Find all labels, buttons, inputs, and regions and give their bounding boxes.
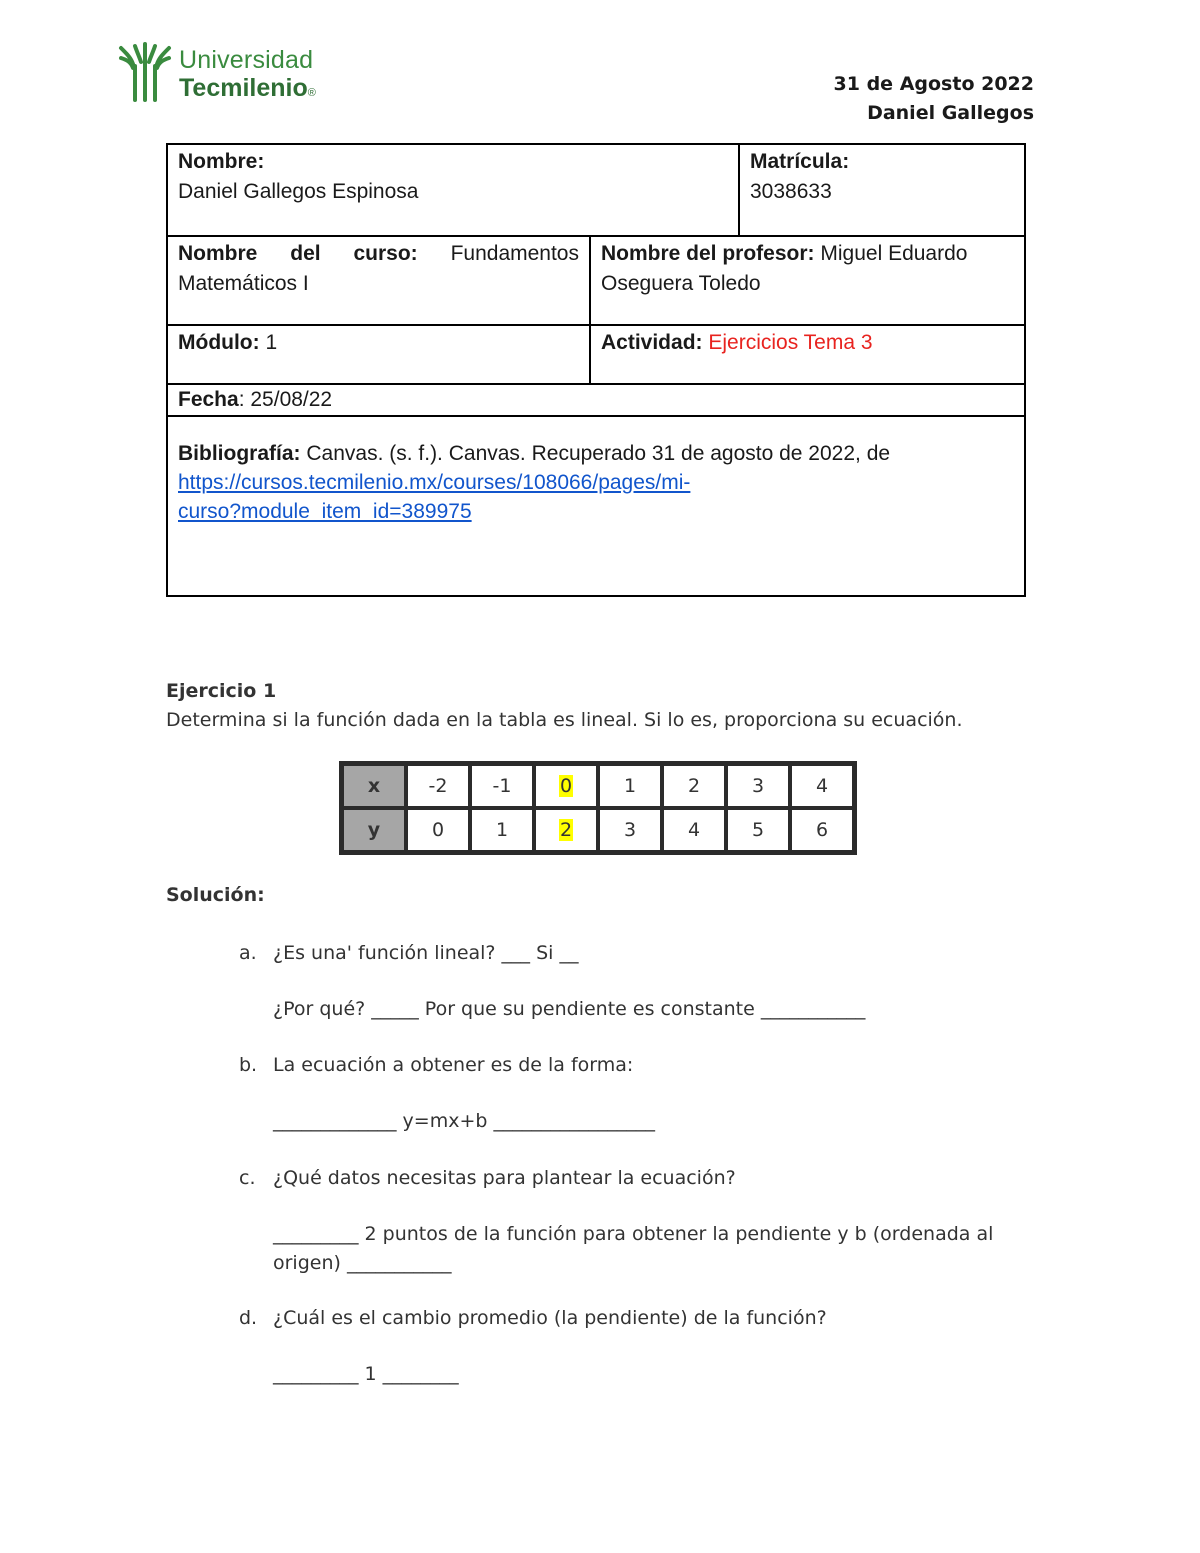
x-cell (534, 764, 598, 808)
x-cell: 3 (726, 764, 790, 808)
nombre-cell (168, 145, 738, 235)
profesor-cell (589, 237, 1024, 324)
matricula-value: 3038633 (750, 180, 832, 203)
actividad-value: Ejercicios Tema 3 (708, 331, 873, 354)
info-row-2 (168, 237, 1024, 326)
tecmilenio-leaf-icon (117, 42, 173, 104)
modulo-value: 1 (265, 331, 278, 354)
curso-label: Nombre del curso: (178, 242, 418, 265)
header-meta (834, 70, 1034, 128)
y-header: y (342, 808, 406, 852)
curso-value: Fundamentos Matemáticos I (178, 242, 579, 295)
answer-d-text: _________ 1 ________ (273, 1363, 459, 1385)
info-row-1 (168, 145, 1024, 237)
curso-cell (168, 237, 589, 324)
matricula-cell (738, 145, 1024, 235)
info-table (166, 143, 1026, 597)
logo-line2: Tecmilenio® (179, 74, 316, 102)
fecha-label: Fecha (178, 388, 239, 411)
nombre-value: Daniel Gallegos Espinosa (178, 180, 419, 203)
actividad-label: Actividad: (601, 331, 703, 354)
y-cell: 5 (726, 808, 790, 852)
question-a-text: ¿Es una' función lineal? ___ Si __ (273, 942, 579, 964)
y-cell: 0 (406, 808, 470, 852)
header-date: 31 de Agosto 2022 (833, 73, 1034, 95)
question-d-text: ¿Cuál es el cambio promedio (la pendiente) de la función? (273, 1307, 827, 1329)
x-cell: 1 (598, 764, 662, 808)
y-cell: 3 (598, 808, 662, 852)
y-cell: 1 (470, 808, 534, 852)
x-cell: -1 (470, 764, 534, 808)
info-row-3 (168, 326, 1024, 385)
x-cell: 2 (662, 764, 726, 808)
answer-a-text: ¿Por qué? _____ Por que su pendiente es constante ___________ (273, 998, 866, 1020)
nombre-label: Nombre: (178, 150, 265, 173)
solution-title: Solución: (166, 884, 265, 906)
profesor-label: Nombre del profesor: (601, 242, 815, 265)
answer-c-text: _________ 2 puntos de la función para obtener la pendiente y b (ordenada al origen) ___________ (273, 1223, 994, 1274)
question-b-label: b. (239, 1054, 258, 1076)
values-table (339, 761, 857, 855)
question-c-text: ¿Qué datos necesitas para plantear la ecuación? (273, 1167, 736, 1189)
bibliografia-cell (168, 417, 1024, 595)
bibliografia-link-2[interactable]: curso?module_item_id=389975 (178, 500, 472, 523)
question-b-text: La ecuación a obtener es de la forma: (273, 1054, 634, 1076)
x-cell: 4 (790, 764, 854, 808)
header-author: Daniel Gallegos (867, 102, 1034, 124)
y-cell: 4 (662, 808, 726, 852)
matricula-label: Matrícula: (750, 150, 850, 173)
question-c-label: c. (239, 1167, 256, 1189)
bibliografia-link-1[interactable]: https://cursos.tecmilenio.mx/courses/108066/pages/mi- (178, 471, 691, 494)
question-a-label: a. (239, 942, 257, 964)
modulo-cell (168, 326, 589, 383)
y-cell (534, 808, 598, 852)
fecha-cell (168, 385, 1024, 415)
info-row-5 (168, 417, 1024, 595)
profesor-value: Miguel Eduardo Oseguera Toledo (601, 242, 968, 295)
x-cell: -2 (406, 764, 470, 808)
answer-b-text: _____________ y=mx+b _________________ (273, 1110, 655, 1132)
modulo-label: Módulo: (178, 331, 260, 354)
y-cell: 6 (790, 808, 854, 852)
university-logo (117, 42, 347, 104)
exercise-description: Determina si la función dada en la tabla es lineal. Si lo es, proporciona su ecuación. (166, 709, 963, 731)
bibliografia-text: Canvas. (s. f.). Canvas. Recuperado 31 de agosto de 2022, de (306, 442, 891, 465)
question-d-label: d. (239, 1307, 258, 1329)
bibliografia-label: Bibliografía: (178, 442, 301, 465)
info-row-4 (168, 385, 1024, 417)
y-row (342, 808, 854, 852)
y-cell-highlight: 2 (559, 819, 573, 841)
x-header: x (342, 764, 406, 808)
x-row (342, 764, 854, 808)
actividad-cell (589, 326, 1024, 383)
fecha-value: : 25/08/22 (238, 388, 333, 411)
logo-line1: Universidad (179, 46, 314, 74)
x-cell-highlight: 0 (559, 775, 573, 797)
exercise-title: Ejercicio 1 (166, 680, 277, 702)
